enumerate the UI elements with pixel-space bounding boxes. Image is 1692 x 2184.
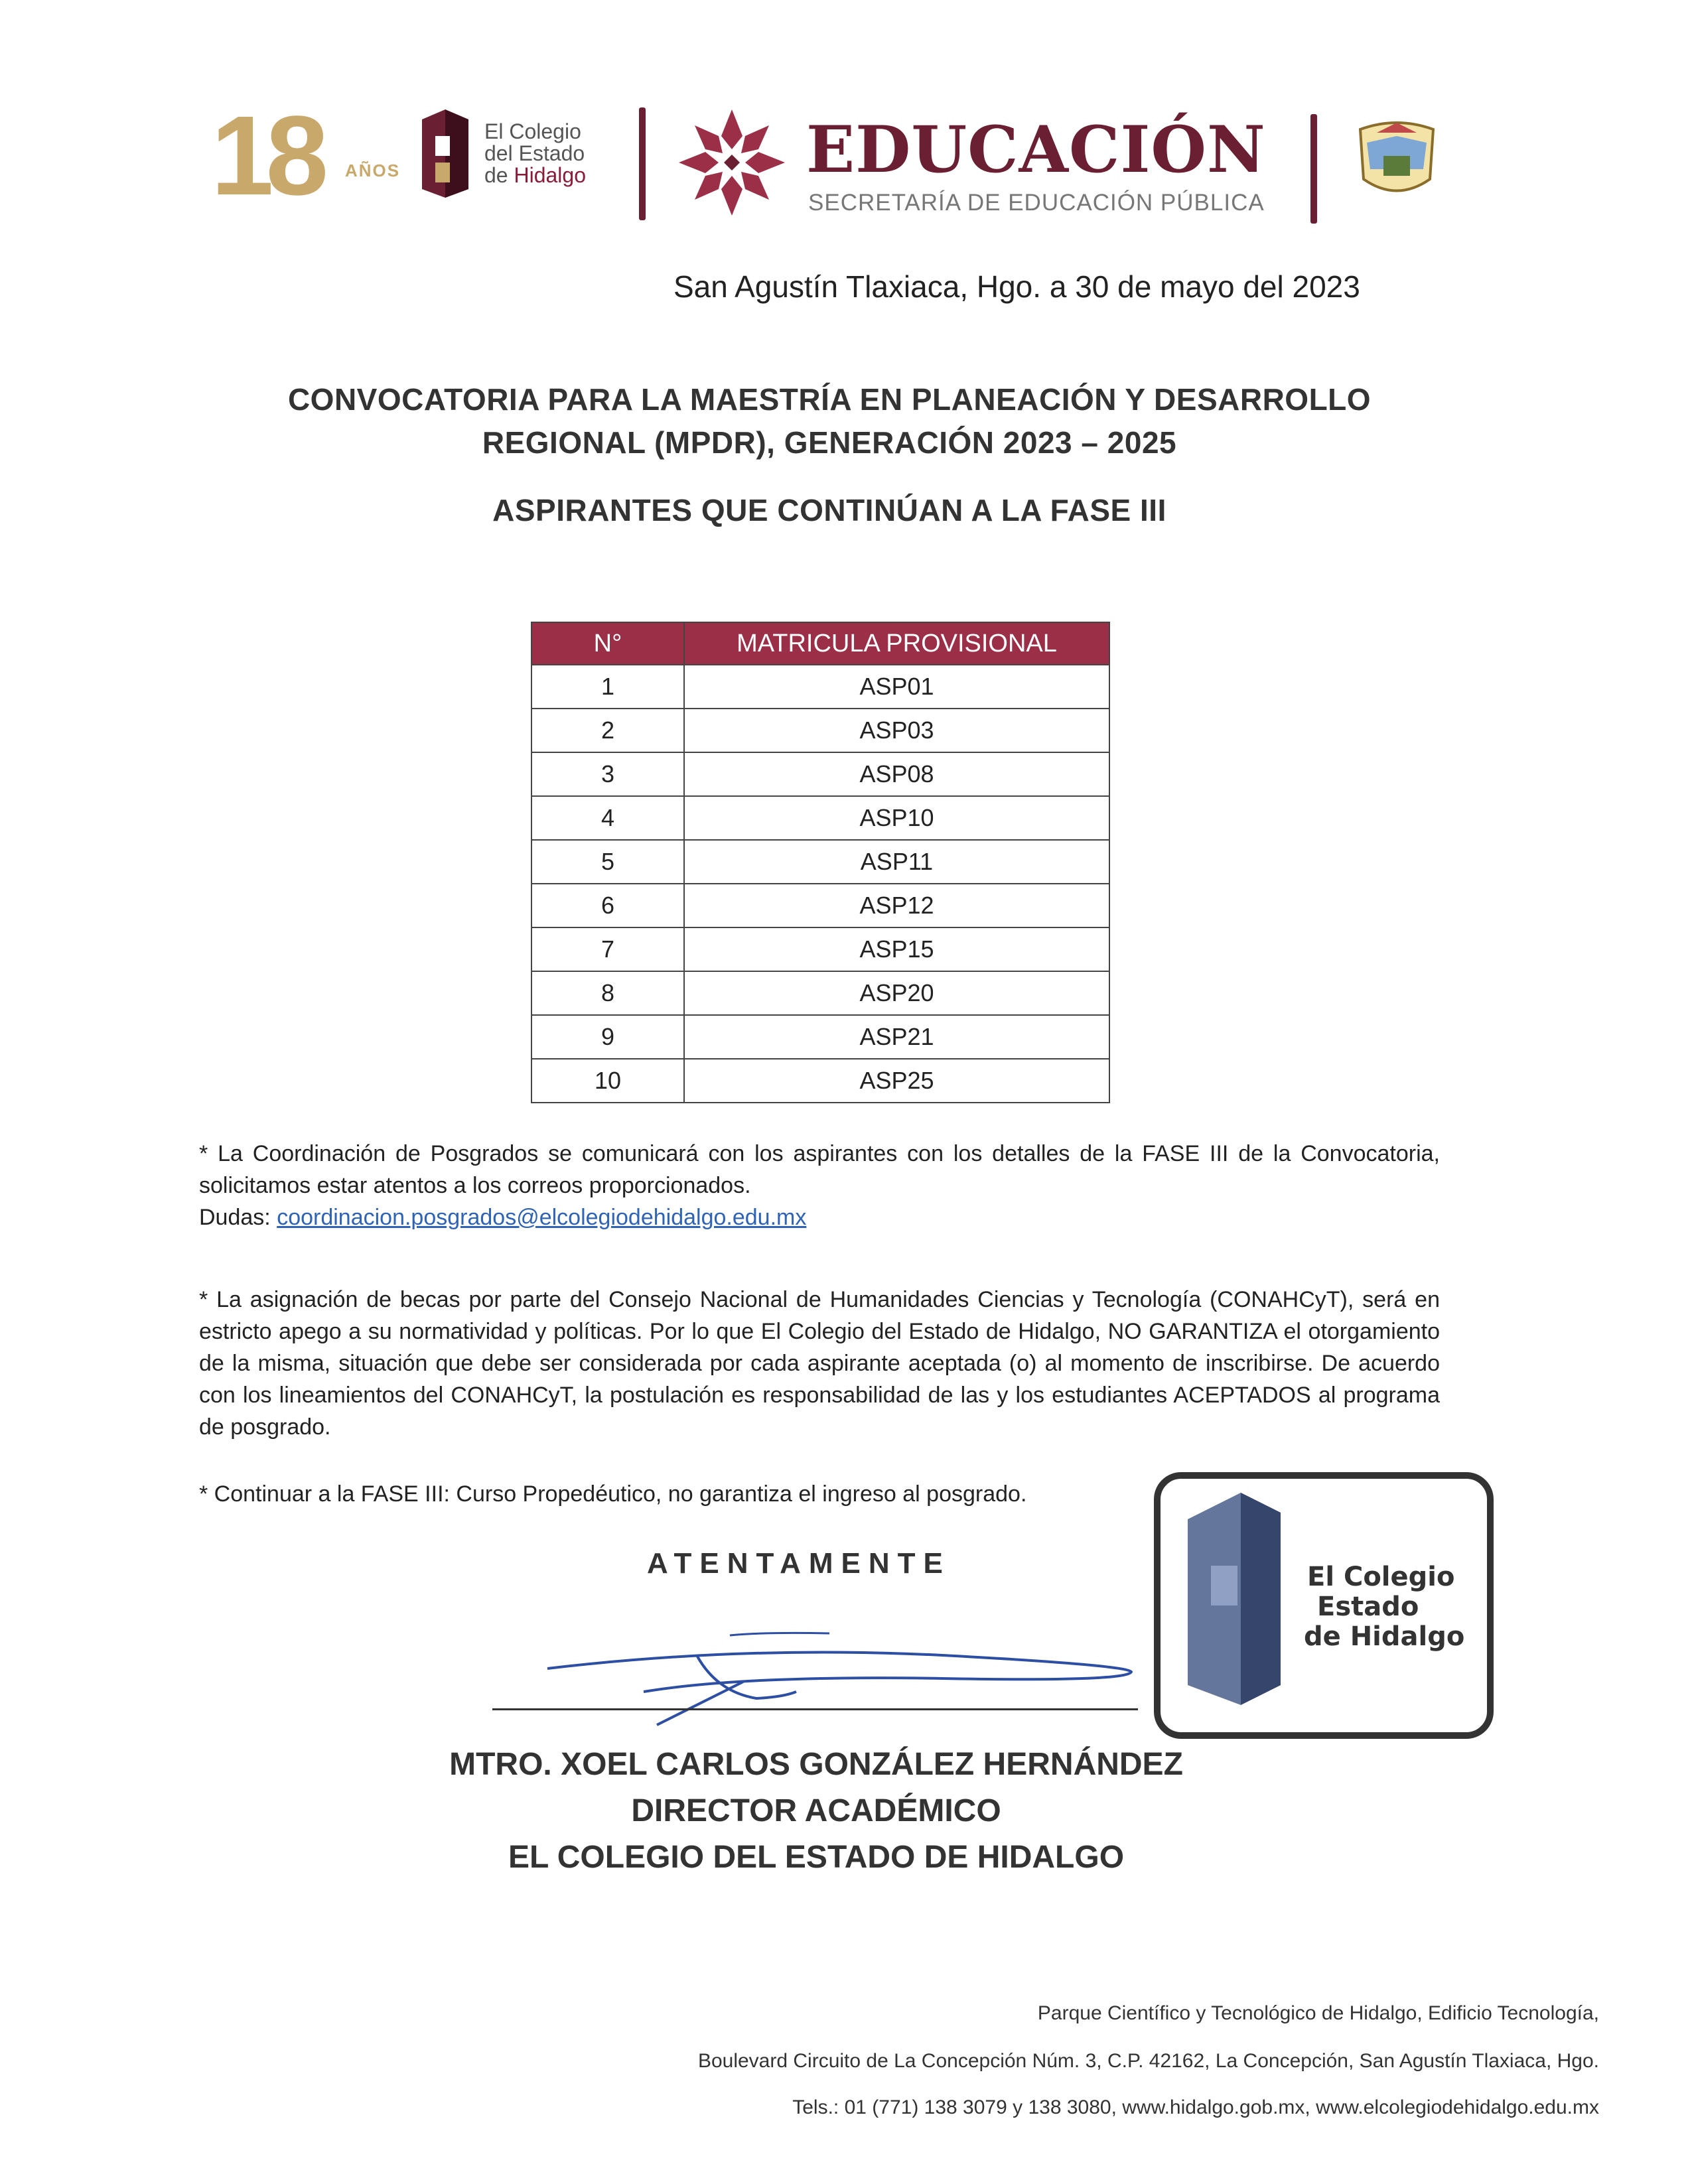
row-number: 4 xyxy=(531,796,684,840)
signature-line xyxy=(492,1708,1138,1710)
row-matricula: ASP08 xyxy=(684,752,1109,796)
row-matricula: ASP01 xyxy=(684,665,1109,709)
row-matricula: ASP20 xyxy=(684,971,1109,1015)
table-row xyxy=(531,796,1109,840)
note-propedeutic: * Continuar a la FASE III: Curso Propedéutico, no garantiza el ingreso al posgrado. xyxy=(199,1481,1027,1507)
row-number: 5 xyxy=(531,840,684,884)
stamp-text-line3: de Hidalgo xyxy=(1304,1621,1465,1652)
education-title: EDUCACIÓN xyxy=(806,112,1266,187)
header-divider xyxy=(639,107,646,220)
note-coordination xyxy=(199,1138,1440,1233)
contact-email-link[interactable]: coordinacion.posgrados@elcolegiodehidalgo.edu.mx xyxy=(277,1205,807,1230)
institution-stamp xyxy=(1148,1466,1500,1745)
row-matricula: ASP10 xyxy=(684,796,1109,840)
education-subtitle: SECRETARÍA DE EDUCACIÓN PÚBLICA xyxy=(808,190,1265,216)
header-divider-2 xyxy=(1310,114,1317,224)
anniversary-logo-number: 18 xyxy=(211,93,321,219)
footer-contact-line: Tels.: 01 (771) 138 3079 y 138 3080, www.hidalgo.gob.mx, www.elcolegiodehidalgo.edu.mx xyxy=(792,2096,1599,2118)
anniversary-logo-word: AÑOS xyxy=(345,161,401,180)
table-row xyxy=(531,927,1109,971)
stamp-text-line2: Estado xyxy=(1317,1592,1419,1622)
note-coordination-text: * La Coordinación de Posgrados se comunicará con los aspirantes con los detalles de la FASE III de la Convocatoria, solicitamos estar atentos a los correos proporcionados. xyxy=(199,1141,1440,1198)
date-line: San Agustín Tlaxiaca, Hgo. a 30 de mayo del 2023 xyxy=(673,269,1360,304)
row-matricula: ASP12 xyxy=(684,884,1109,927)
row-number: 2 xyxy=(531,709,684,752)
column-header-number: N° xyxy=(531,622,684,665)
table-row xyxy=(531,665,1109,709)
row-matricula: ASP21 xyxy=(684,1015,1109,1059)
row-number: 1 xyxy=(531,665,684,709)
row-number: 6 xyxy=(531,884,684,927)
row-number: 9 xyxy=(531,1015,684,1059)
column-header-matricula: MATRICULA PROVISIONAL xyxy=(684,622,1109,665)
footer-address-line-1: Parque Científico y Tecnológico de Hidalgo, Edificio Tecnología, xyxy=(1037,2002,1599,2024)
hidalgo-coat-of-arms-icon xyxy=(1347,116,1446,202)
footer-address-line-2: Boulevard Circuito de La Concepción Núm. 3, C.P. 42162, La Concepción, San Agustín Tlaxiaca, Hgo. xyxy=(697,2050,1599,2072)
signer-name: MTRO. XOEL CARLOS GONZÁLEZ HERNÁNDEZ xyxy=(449,1747,1183,1782)
row-matricula: ASP11 xyxy=(684,840,1109,884)
row-number: 8 xyxy=(531,971,684,1015)
row-number: 10 xyxy=(531,1059,684,1103)
table-row xyxy=(531,1015,1109,1059)
subtitle: ASPIRANTES QUE CONTINÚAN A LA FASE III xyxy=(492,493,1166,527)
colegio-logo-icon xyxy=(415,106,475,199)
signer-institution: EL COLEGIO DEL ESTADO DE HIDALGO xyxy=(508,1840,1125,1875)
signer-position: DIRECTOR ACADÉMICO xyxy=(631,1793,1001,1828)
table-row xyxy=(531,971,1109,1015)
stamp-text-line1: El Colegio xyxy=(1307,1562,1455,1592)
row-matricula: ASP03 xyxy=(684,709,1109,752)
table-row xyxy=(531,840,1109,884)
results-table xyxy=(531,622,1110,1103)
closing-atentamente: ATENTAMENTE xyxy=(647,1547,951,1580)
row-number: 3 xyxy=(531,752,684,796)
doubts-line xyxy=(199,1201,1440,1233)
handwritten-signature xyxy=(544,1619,1141,1732)
note-scholarships: * La asignación de becas por parte del Consejo Nacional de Humanidades Ciencias y Tecnología (CONAHCyT), será en estricto apego a su normatividad y políticas. Por lo que El Colegio del Estado de Hidalgo, NO GARANTIZA el otorgamiento de la misma, situación que debe ser considerada por cada aspirante aceptada (o) al momento de inscribirse. De acuerdo con los lineamientos del CONAHCyT, la postulación es responsabilidad de las y los estudiantes ACEPTADOS al programa de posgrado. xyxy=(199,1287,1440,1440)
row-number: 7 xyxy=(531,927,684,971)
table-row xyxy=(531,709,1109,752)
doubts-label: Dudas: xyxy=(199,1205,277,1230)
row-matricula: ASP15 xyxy=(684,927,1109,971)
title-line-1: CONVOCATORIA PARA LA MAESTRÍA EN PLANEACIÓN Y DESARROLLO xyxy=(287,382,1372,417)
table-row xyxy=(531,752,1109,796)
colegio-logo-text: El Colegio del Estado de Hidalgo xyxy=(484,119,586,187)
table-row xyxy=(531,1059,1109,1103)
table-row xyxy=(531,884,1109,927)
sep-star-logo-icon xyxy=(675,106,788,219)
row-matricula: ASP25 xyxy=(684,1059,1109,1103)
title-line-2: REGIONAL (MPDR), GENERACIÓN 2023 – 2025 xyxy=(482,425,1177,460)
